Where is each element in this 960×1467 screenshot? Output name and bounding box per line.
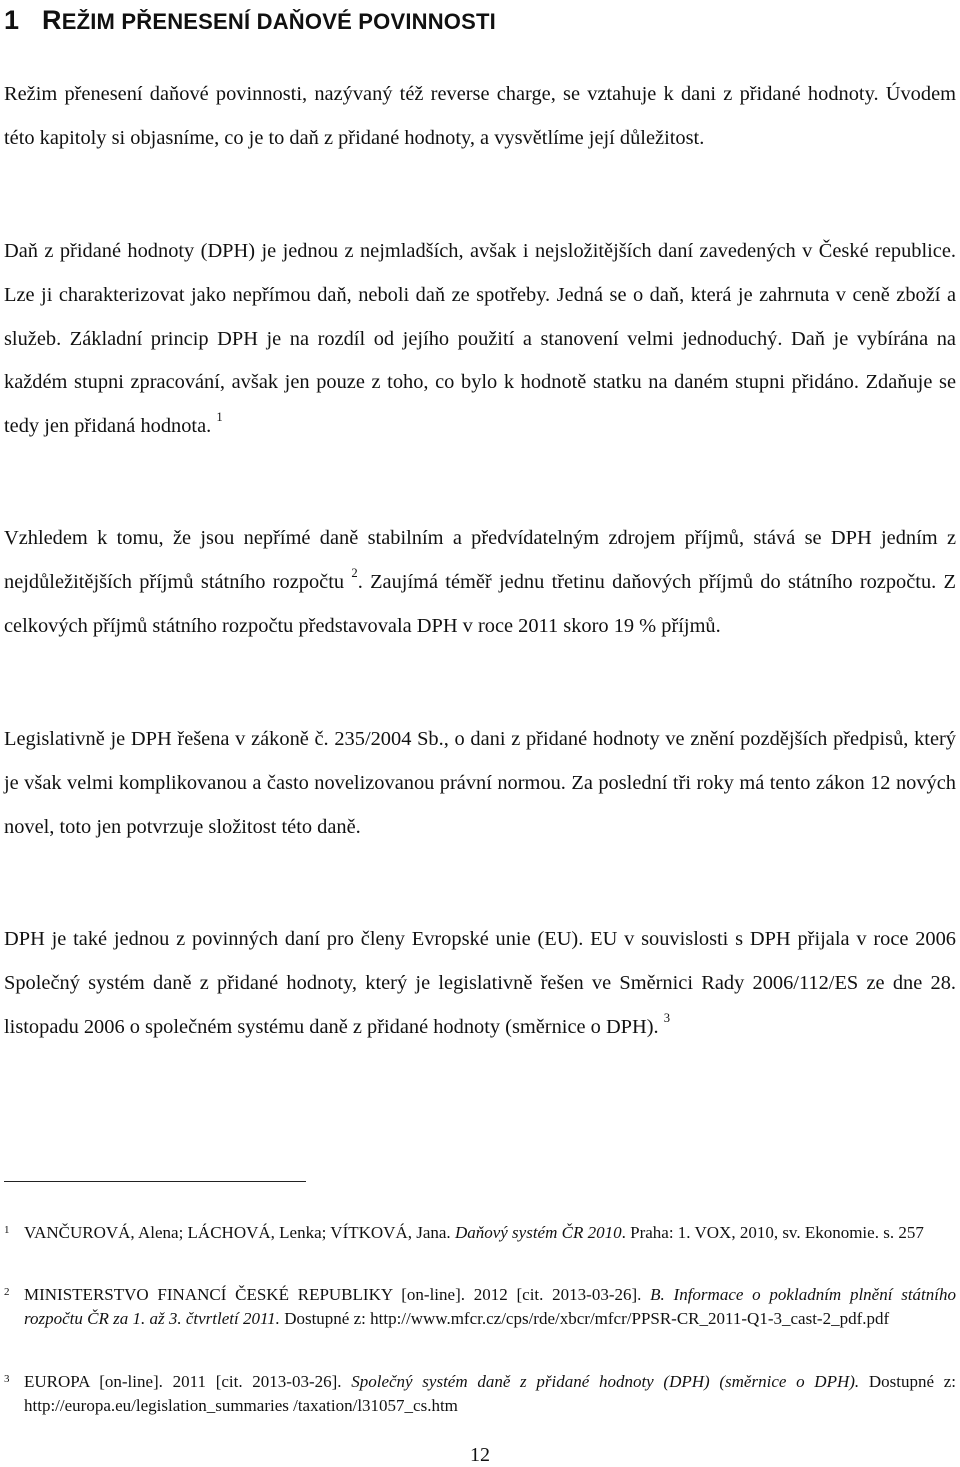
- footnote-2: 2 MINISTERSTVO FINANCÍ ČESKÉ REPUBLIKY [on-line]. 2012 [cit. 2013-03-26]. B. Informace o pokladním plnění státního rozpočtu ČR za 1. až 3. čtvrtletí 2011. Dostupné z: http://www.mfcr.cz/cps/rde/xbcr/mfcr/PPSR-CR_2011-Q1-3_cast-2_pdf.pdf: [4, 1285, 956, 1328]
- footnote-3: 3 EUROPA [on-line]. 2011 [cit. 2013-03-26]. Společný systém daně z přidané hodnoty (DPH) (směrnice o DPH). Dostupné z: http://europa.eu/legislation_summaries /taxation/l31057_cs.htm: [4, 1372, 956, 1415]
- chapter-title-rest: EŽIM PŘENESENÍ DAŇOVÉ POVINNOSTI: [61, 9, 496, 34]
- footnote-title: Společný systém daně z přidané hodnoty (DPH) (směrnice o DPH).: [351, 1372, 860, 1391]
- footnote-title: Daňový systém ČR 2010: [454, 1223, 622, 1242]
- footnote-separator: [4, 1181, 306, 1182]
- document-page: [4, 0, 956, 1466]
- paragraph-definition: Daň z přidané hodnoty (DPH) je jednou z nejmladších, avšak i nejsložitějších daní zavedených v České republice. Lze ji charakterizovat jako nepřímou daň, neboli daň ze spotřeby. Jedná se o daň, která je zahrnuta v ceně zboží a služeb. Základní princip DPH je na rozdíl od jejího použití a stanovení velmi jednoduchý. Daň je vybírána na každém stupni zpracování, avšak jen pouze z toho, co bylo k hodnotě statku na daném stupni přidáno. Zdaňuje se tedy jen přidaná hodnota. $^1$: [4, 240, 956, 438]
- footnote-link[interactable]: Dostupné z: http://www.mfcr.cz/cps/rde/xbcr/mfcr/PPSR-CR_2011-Q1-3_cast-2_pdf.pdf: [279, 1308, 890, 1328]
- paragraph-eu: DPH je také jednou z povinných daní pro členy Evropské unie (EU). EU v souvislosti s DPH přijala v roce 2006 Společný systém daně z přidané hodnoty, který je legislativně řešen ve Směrnici Rady 2006/112/ES ze dne 28. listopadu 2006 o společném systému daně z přidané hodnoty (směrnice o DPH). $^3$: [4, 928, 956, 1038]
- page-number: 12: [470, 1444, 490, 1466]
- footnote-ref-3[interactable]: 3: [663, 1010, 671, 1025]
- footnote-1: 1 VANČUROVÁ, Alena; LÁCHOVÁ, Lenka; VÍTKOVÁ, Jana. Daňový systém ČR 2010. Praha: 1. VOX, 2010, sv. Ekonomie. s. 257: [4, 1223, 924, 1242]
- paragraph-budget: Vzhledem k tomu, že jsou nepřímé daně stabilním a předvídatelným zdrojem příjmů, stává se DPH jedním z nejdůležitějších příjmů státního rozpočtu $^2$. Zaujímá téměř jednu třetinu daňových příjmů do státního rozpočtu. Z celkových příjmů státního rozpočtu představovala DPH v roce 2011 skoro 19 % příjmů.: [4, 527, 956, 637]
- chapter-number: 1: [4, 5, 20, 35]
- paragraph-legislation: Legislativně je DPH řešena v zákoně č. 235/2004 Sb., o dani z přidané hodnoty ve znění pozdějších předpisů, který je však velmi komplikovanou a často novelizovanou právní normou. Za poslední tři roky má tento zákon 12 nových novel, toto jen potvrzuje složitost této daně.: [4, 728, 956, 838]
- footnote-title: B. Informace o pokladním plnění státního rozpočtu ČR za 1. až 3. čtvrtletí 2011.: [24, 1285, 956, 1328]
- footnote-ref-1[interactable]: 1: [216, 410, 223, 425]
- footnote-link[interactable]: Dostupné z: http://europa.eu/legislation_summaries /taxation/l31057_cs.htm: [24, 1372, 956, 1415]
- chapter-title-initial: R: [42, 5, 62, 35]
- chapter-heading: [4, 3, 496, 39]
- footnote-ref-2[interactable]: 2: [351, 565, 358, 580]
- paragraph-intro: Režim přenesení daňové povinnosti, nazývaný též reverse charge, se vztahuje k dani z přidané hodnoty. Úvodem této kapitoly si objasníme, co je to daň z přidané hodnoty, a vysvětlíme její důležitost.: [4, 83, 956, 149]
